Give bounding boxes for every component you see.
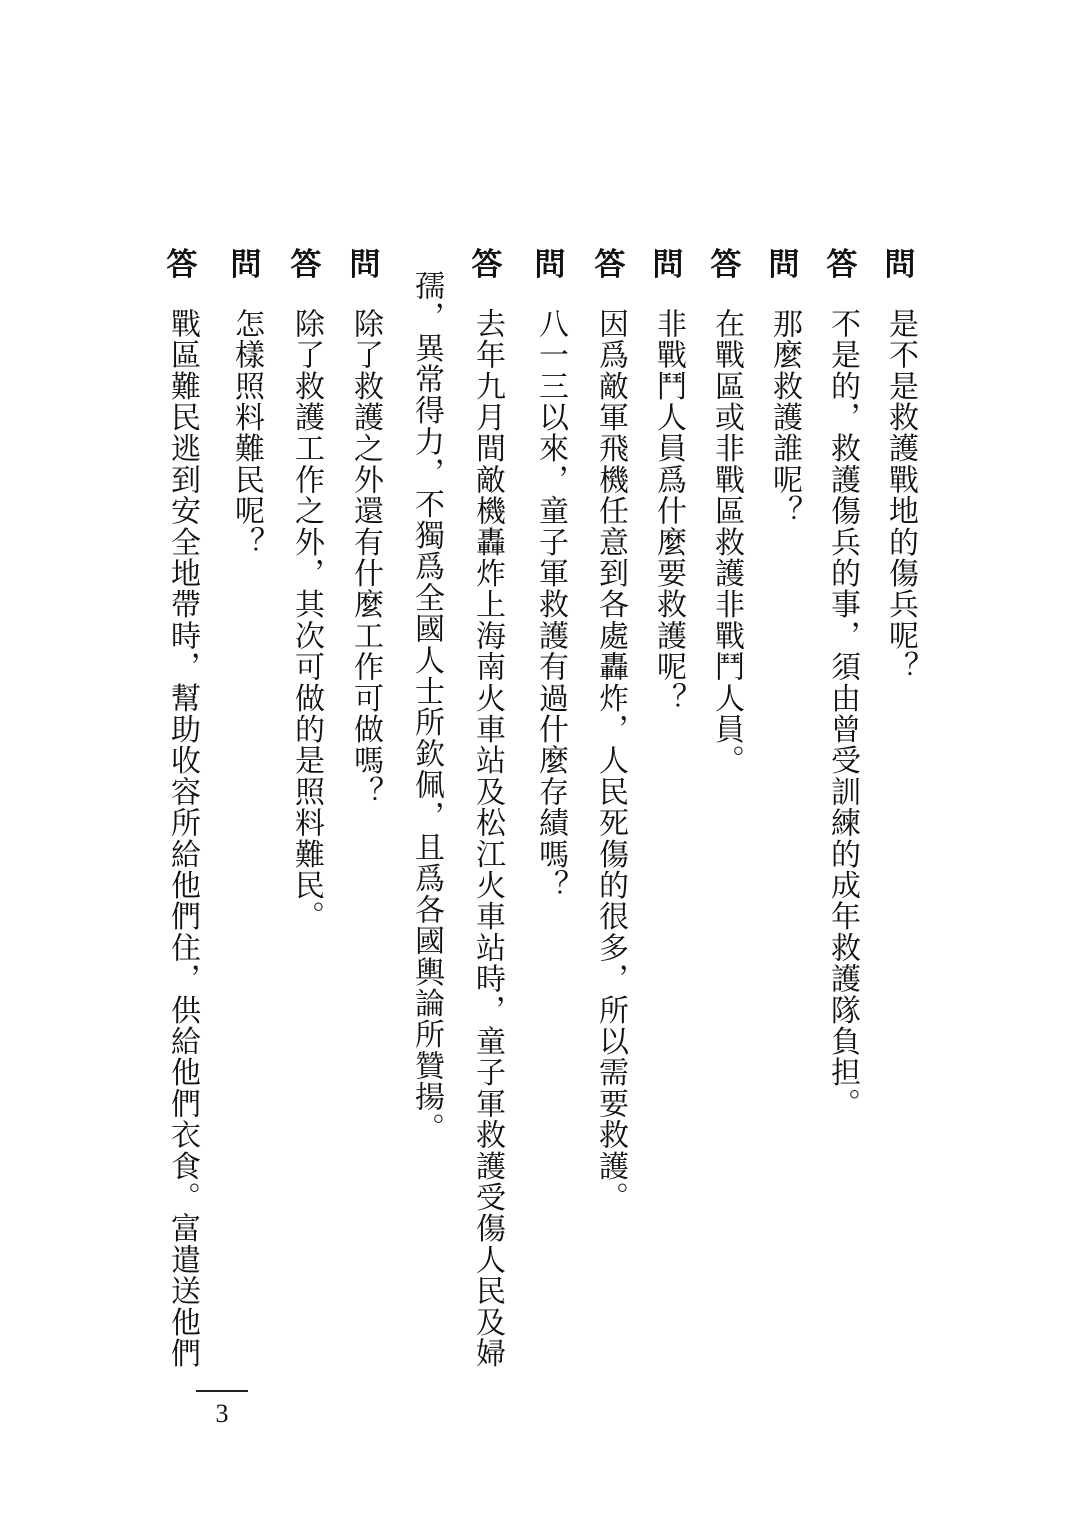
qa-column bbox=[345, 246, 385, 807]
qa-column-continuation bbox=[406, 246, 446, 1144]
question-label: 問 bbox=[349, 247, 381, 283]
question-text: 是不是救護戰地的傷兵呢？ bbox=[883, 308, 918, 683]
question-text: 除了救護之外還有什麼工作可做嗎？ bbox=[348, 308, 383, 808]
question-text: 非戰鬥人員爲什麼要救護呢？ bbox=[651, 308, 686, 714]
answer-label: 答 bbox=[471, 247, 503, 283]
qa-column bbox=[467, 246, 507, 1369]
qa-column bbox=[764, 246, 804, 526]
answer-text: 除了救護工作之外，其次可做的是照料難民。 bbox=[289, 308, 324, 932]
answer-label: 答 bbox=[166, 247, 198, 283]
qa-column bbox=[648, 246, 688, 714]
qa-column bbox=[590, 246, 630, 1213]
answer-text: 因爲敵軍飛機任意到各處轟炸，人民死傷的很多，所以需要救護。 bbox=[593, 308, 628, 1213]
answer-label: 答 bbox=[710, 247, 742, 283]
qa-column bbox=[706, 246, 746, 776]
qa-column bbox=[530, 246, 570, 901]
qa-column bbox=[226, 246, 266, 558]
answer-text: 去年九月間敵機轟炸上海南火車站及松江火車站時，童子軍救護受傷人民及婦 bbox=[470, 308, 505, 1369]
question-text: 八一三以來，童子軍救護有過什麼存績嗎？ bbox=[533, 308, 568, 901]
answer-label: 答 bbox=[594, 247, 626, 283]
question-text: 那麼救護誰呢？ bbox=[767, 308, 802, 527]
answer-text: 不是的，救護傷兵的事，須由曾受訓練的成年救護隊負担。 bbox=[825, 308, 860, 1120]
page-number: 3 bbox=[215, 1399, 229, 1428]
question-label: 問 bbox=[652, 247, 684, 283]
question-text: 怎樣照料難民呢？ bbox=[229, 308, 264, 558]
qa-column bbox=[162, 246, 202, 1369]
answer-text: 在戰區或非戰區救護非戰鬥人員。 bbox=[709, 308, 744, 776]
answer-label: 答 bbox=[826, 247, 858, 283]
qa-column bbox=[822, 246, 862, 1119]
answer-text: 戰區難民逃到安全地帶時，幫助收容所給他們住，供給他們衣食。富遣送他們 bbox=[165, 308, 200, 1369]
answer-label: 答 bbox=[290, 247, 322, 283]
answer-text-continued: 孺，異常得力，不獨爲全國人士所欽佩，且爲各國輿論所贊揚。 bbox=[409, 270, 444, 1144]
qa-column bbox=[286, 246, 326, 932]
question-label: 問 bbox=[884, 247, 916, 283]
question-label: 問 bbox=[768, 247, 800, 283]
question-label: 問 bbox=[534, 247, 566, 283]
question-label: 問 bbox=[230, 247, 262, 283]
page-number-rule bbox=[196, 1390, 248, 1392]
qa-column bbox=[880, 246, 920, 682]
